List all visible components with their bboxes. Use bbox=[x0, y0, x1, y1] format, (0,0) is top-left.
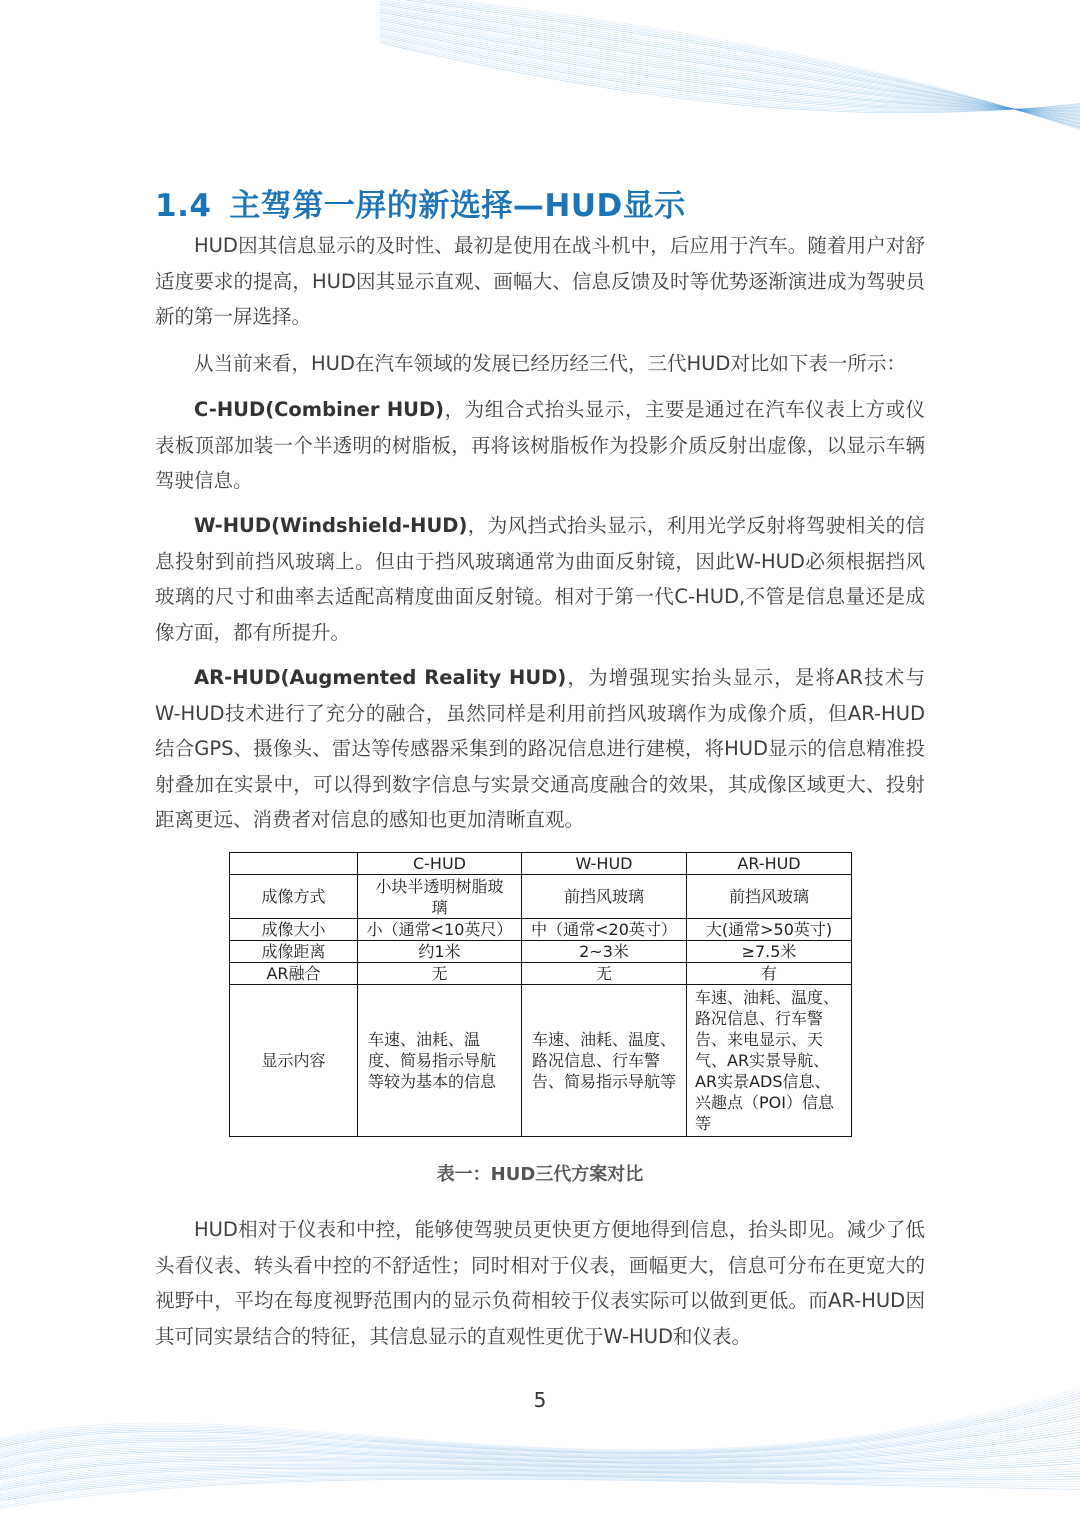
table-header-cell: AR-HUD bbox=[687, 853, 852, 875]
section-number: 1.4 bbox=[155, 188, 212, 224]
bottom-wave-decoration bbox=[0, 1358, 1080, 1528]
wave-line bbox=[0, 1461, 1080, 1489]
table-cell: 小块半透明树脂玻璃 bbox=[358, 875, 522, 919]
table-cell: 车速、油耗、温度、路况信息、行车警告、简易指示导航等 bbox=[522, 985, 687, 1137]
table-row-label: 成像方式 bbox=[230, 875, 358, 919]
wave-line bbox=[380, 8, 1080, 122]
wave-line bbox=[0, 1450, 1080, 1481]
wave-line bbox=[0, 1466, 1080, 1492]
table-header-cell: W-HUD bbox=[522, 853, 687, 875]
paragraph-ar-hud-text: ，为增强现实抬头显示，是将AR技术与W-HUD技术进行了充分的融合，虽然同样是利用前挡风玻璃作为成像介质，但AR-HUD结合GPS、摄像头、雷达等传感器采集到的路况信息进行建模，将HUD显示的信息精准投射叠加在实景中，可以得到数字信息与实景交通高度融合的效果，其成像区域更大、投射距离更远、消费者对信息的感知也更加清晰直观。 bbox=[155, 666, 925, 831]
wave-line bbox=[0, 1445, 1080, 1477]
table-cell: 前挡风玻璃 bbox=[687, 875, 852, 919]
table-header-row bbox=[230, 853, 852, 875]
wave-line bbox=[380, 43, 1080, 113]
wave-line bbox=[380, 0, 1080, 127]
term-w-hud: W-HUD(Windshield-HUD) bbox=[194, 514, 468, 537]
wave-line bbox=[380, 1, 1080, 124]
table-cell: ≥7.5米 bbox=[687, 941, 852, 963]
table-caption: 表一：HUD三代方案对比 bbox=[436, 1164, 644, 1185]
table-row-label: 成像大小 bbox=[230, 919, 358, 941]
paragraph-w-hud-text: ，为风挡式抬头显示，利用光学反射将驾驶相关的信息投射到前挡风玻璃上。但由于挡风玻璃通常为曲面反射镜，因此W-HUD必须根据挡风玻璃的尺寸和曲率去适配高精度曲面反射镜。相对于第一代C-HUD,不管是信息量还是成像方面，都有所提升。 bbox=[155, 514, 925, 644]
table-row bbox=[230, 875, 852, 919]
wave-line bbox=[0, 1478, 1080, 1506]
table-row bbox=[230, 985, 852, 1137]
wave-line bbox=[380, 36, 1080, 109]
wave-line bbox=[0, 1411, 1080, 1457]
table-cell: 有 bbox=[687, 963, 852, 985]
wave-line bbox=[380, 28, 1080, 110]
wave-line bbox=[380, 38, 1080, 110]
hud-comparison-table bbox=[229, 852, 852, 1137]
table-cell: 无 bbox=[358, 963, 522, 985]
paragraph-ar-hud bbox=[155, 660, 925, 838]
wave-line bbox=[0, 1430, 1080, 1467]
wave-line bbox=[380, 9, 1080, 120]
wave-line bbox=[380, 20, 1080, 114]
wave-line bbox=[380, 4, 1080, 122]
wave-line bbox=[0, 1471, 1080, 1495]
table-header-cell: C-HUD bbox=[358, 853, 522, 875]
wave-line bbox=[380, 14, 1080, 118]
wave-line bbox=[0, 1417, 1080, 1459]
wave-line bbox=[0, 1476, 1080, 1503]
wave-line bbox=[0, 1424, 1080, 1463]
wave-line bbox=[0, 1463, 1080, 1490]
wave-line bbox=[380, 0, 1080, 130]
wave-line bbox=[0, 1435, 1080, 1471]
table-cell: 无 bbox=[522, 963, 687, 985]
wave-line bbox=[0, 1432, 1080, 1468]
section-title: 主驾第一屏的新选择—HUD显示 bbox=[229, 188, 686, 224]
wave-line bbox=[380, 19, 1080, 116]
wave-line bbox=[380, 33, 1080, 109]
table-row-label: 成像距离 bbox=[230, 941, 358, 963]
wave-line bbox=[380, 3, 1080, 124]
wave-line bbox=[0, 1474, 1080, 1499]
wave-line bbox=[0, 1427, 1080, 1465]
table-row bbox=[230, 919, 852, 941]
wave-line bbox=[380, 24, 1080, 114]
page-number: 5 bbox=[533, 1388, 547, 1412]
wave-line bbox=[380, 25, 1080, 112]
paragraph-three-generations: 从当前来看，HUD在汽车领域的发展已经历经三代，三代HUD对比如下表一所示： bbox=[194, 352, 906, 375]
wave-line bbox=[0, 1456, 1080, 1485]
wave-line bbox=[380, 11, 1080, 120]
table-cell: 大(通常>50英寸) bbox=[687, 919, 852, 941]
wave-line bbox=[380, 22, 1080, 114]
wave-line bbox=[0, 1419, 1080, 1459]
paragraph-c-hud-text: ，为组合式抬头显示，主要是通过在汽车仪表上方或仪表板顶部加装一个半透明的树脂板，再将该树脂板作为投影介质反射出虚像，以显示车辆驾驶信息。 bbox=[155, 398, 925, 492]
wave-line bbox=[0, 1440, 1080, 1474]
wave-line bbox=[0, 1437, 1080, 1472]
wave-line bbox=[380, 6, 1080, 122]
table-row bbox=[230, 963, 852, 985]
table-cell: 车速、油耗、温度、简易指示导航等较为基本的信息 bbox=[358, 985, 522, 1137]
paragraph-c-hud bbox=[155, 392, 925, 499]
table-cell: 约1米 bbox=[358, 941, 522, 963]
wave-line bbox=[380, 0, 1080, 128]
wave-line bbox=[0, 1414, 1080, 1458]
wave-line bbox=[0, 1479, 1080, 1508]
term-ar-hud: AR-HUD(Augmented Reality HUD) bbox=[194, 666, 567, 689]
term-c-hud: C-HUD(Combiner HUD) bbox=[194, 398, 445, 421]
top-wave-decoration bbox=[0, 0, 1080, 140]
wave-line bbox=[0, 1422, 1080, 1462]
wave-line bbox=[380, 0, 1080, 125]
paragraph-hud-intro: HUD因其信息显示的及时性、最初是使用在战斗机中，后应用于汽车。随着用户对舒适度要求的提高，HUD因其显示直观、画幅大、信息反馈及时等优势逐渐演进成为驾驶员新的第一屏选择。 bbox=[155, 234, 925, 328]
table-row-label: AR融合 bbox=[230, 963, 358, 985]
paragraph-w-hud bbox=[155, 508, 925, 650]
wave-line bbox=[380, 0, 1080, 129]
table-header-cell bbox=[230, 853, 358, 875]
table-row-label: 显示内容 bbox=[230, 985, 358, 1137]
wave-line bbox=[380, 35, 1080, 110]
table-cell: 小（通常<10英尺） bbox=[358, 919, 522, 941]
wave-line bbox=[380, 12, 1080, 118]
wave-line bbox=[380, 27, 1080, 112]
wave-line bbox=[380, 0, 1080, 128]
wave-line bbox=[0, 1453, 1080, 1483]
wave-line bbox=[0, 1473, 1080, 1497]
table-cell: 车速、油耗、温度、路况信息、行车警告、来电显示、天气、AR实景导航、AR实景ADS信息、兴趣点（POI）信息等 bbox=[687, 985, 852, 1137]
wave-line bbox=[380, 41, 1080, 112]
wave-line bbox=[380, 17, 1080, 116]
wave-line bbox=[0, 1458, 1080, 1486]
table-cell: 中（通常<20英寸） bbox=[522, 919, 687, 941]
section-heading bbox=[155, 180, 686, 225]
wave-line bbox=[0, 1409, 1080, 1456]
wave-line bbox=[0, 1448, 1080, 1480]
wave-line bbox=[380, 32, 1080, 110]
wave-line bbox=[0, 1406, 1080, 1455]
wave-line bbox=[0, 1477, 1080, 1504]
wave-line bbox=[0, 1469, 1080, 1494]
wave-line bbox=[380, 0, 1080, 126]
table-cell: 前挡风玻璃 bbox=[522, 875, 687, 919]
table-cell: 2~3米 bbox=[522, 941, 687, 963]
paragraph-hud-advantages: HUD相对于仪表和中控，能够使驾驶员更快更方便地得到信息，抬头即见。减少了低头看仪表、转头看中控的不舒适性；同时相对于仪表，画幅更大，信息可分布在更宽大的视野中，平均在每度视野范围内的显示负荷相较于仪表实际可以做到更低。而AR-HUD因其可同实景结合的特征，其信息显示的直观性更优于W-HUD和仪表。 bbox=[155, 1218, 925, 1348]
table-row bbox=[230, 941, 852, 963]
wave-line bbox=[0, 1475, 1080, 1501]
wave-line bbox=[380, 30, 1080, 110]
wave-line bbox=[380, 40, 1080, 111]
wave-line bbox=[0, 1443, 1080, 1476]
wave-line bbox=[380, 16, 1080, 118]
